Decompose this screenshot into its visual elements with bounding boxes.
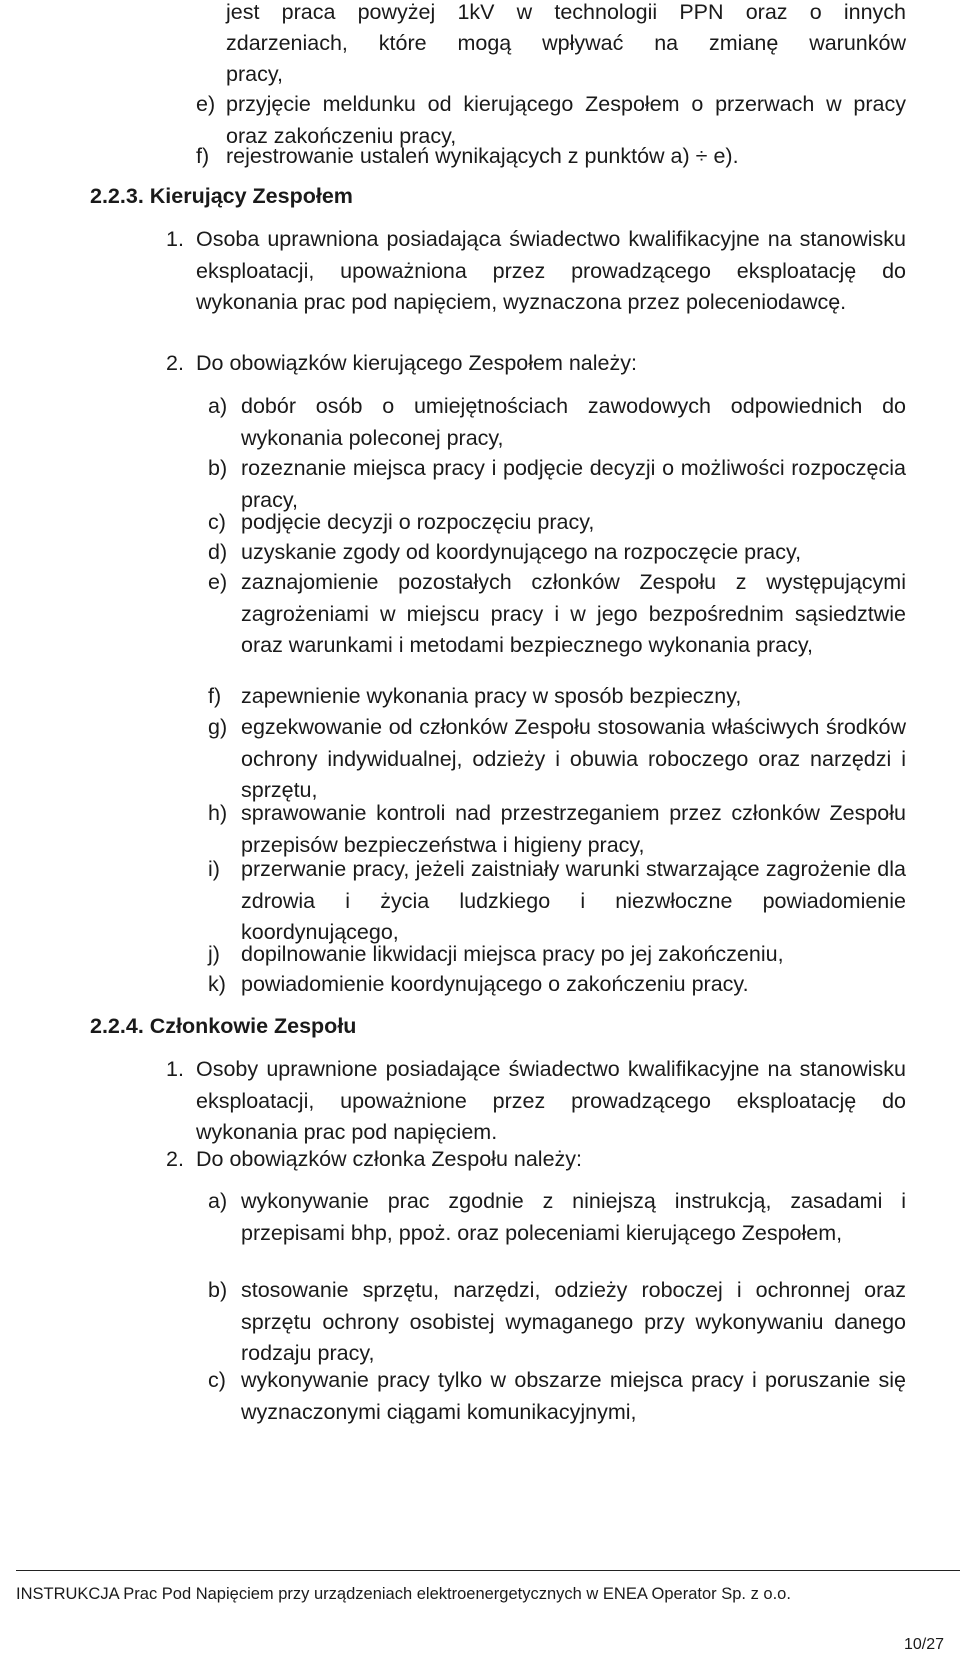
intro-line: pracy, [226,62,283,86]
list-item-text: powiadomienie koordynującego o zakończeniu pracy. [241,972,749,996]
list-item-text: podjęcie decyzji o rozpoczęciu pracy, [241,510,595,534]
paragraph-number: 1. [166,227,184,251]
intro-line: jest praca powyżej 1kV w technologii PPN oraz o innych [226,0,906,24]
f-text-post: e). [713,144,739,168]
list-label: e) [208,570,228,594]
list-item-text [226,141,906,173]
list-item-text: wykonywanie prac zgodnie z niniejszą instrukcją, zasadami i przepisami bhp, ppoż. oraz poleceniami kierującego Zespołem, [241,1189,906,1245]
list-item-text: egzekwowanie od członków Zespołu stosowania właściwych środków ochrony indywidualnej, odzieży i obuwia roboczego oraz narzędzi i sprzętu, [241,715,906,802]
footer-divider [16,1570,960,1571]
list-item-text: zapewnienie wykonania pracy w sposób bezpieczny, [241,684,742,708]
list-label: c) [208,1368,226,1392]
paragraph-text: Do obowiązków członka Zespołu należy: [196,1147,583,1171]
list-label: b) [208,1278,228,1302]
paragraph-text: Osoby uprawnione posiadające świadectwo kwalifikacyjne na stanowisku eksploatacji, upoważnione przez prowadzącego eksploatację do wykonania prac pod napięciem. [196,1057,906,1144]
f-text-pre: rejestrowanie ustaleń wynikających z punktów a) [226,144,690,168]
list-item-text: przerwanie pracy, jeżeli zaistniały warunki stwarzające zagrożenie dla zdrowia i życia ludzkiego i niezwłoczne powiadomienie koordynującego, [241,857,906,944]
list-label: i) [208,857,220,881]
page-number: 10/27 [903,1636,944,1653]
list-label: g) [208,715,228,739]
paragraph-number: 2. [166,1147,184,1171]
footer-text: INSTRUKCJA Prac Pod Napięciem przy urządzeniach elektroenergetycznych w ENEA Operator Sp. z o.o. [16,1585,791,1603]
list-label: b) [208,456,228,480]
division-symbol: ÷ [695,144,708,168]
list-label: f) [208,684,222,708]
list-item-text: rozeznanie miejsca pracy i podjęcie decyzji o możliwości rozpoczęcia pracy, [241,456,906,512]
list-item-text: uzyskanie zgody od koordynującego na rozpoczęcie pracy, [241,540,802,564]
list-item-text: dobór osób o umiejętnościach zawodowych odpowiednich do wykonania poleconej pracy, [241,394,906,450]
list-label: j) [208,942,220,966]
paragraph-number: 1. [166,1057,184,1081]
section-heading-224: 2.2.4. Członkowie Zespołu [90,1014,357,1038]
paragraph-number: 2. [166,351,184,375]
paragraph-text: Do obowiązków kierującego Zespołem należy: [196,351,637,375]
list-item-text: wykonywanie pracy tylko w obszarze miejsca pracy i poruszanie się wyznaczonymi ciągami komunikacyjnymi, [241,1368,906,1424]
list-item-text: przyjęcie meldunku od kierującego Zespołem o przerwach w pracy oraz zakończeniu pracy, [226,92,906,148]
list-item-text: zaznajomienie pozostałych członków Zespołu z występującymi zagrożeniami w miejscu pracy i w jego bezpośrednim sąsiedztwie oraz warunkami i metodami bezpiecznego wykonania pracy, [241,570,906,657]
list-label: f) [196,144,210,168]
list-label: a) [208,394,228,418]
section-heading-223: 2.2.3. Kierujący Zespołem [90,184,353,208]
list-label: d) [208,540,228,564]
list-item-text: sprawowanie kontroli nad przestrzeganiem przez członków Zespołu przepisów bezpieczeństwa i higieny pracy, [241,801,906,857]
paragraph-text: Osoba uprawniona posiadająca świadectwo kwalifikacyjne na stanowisku eksploatacji, upoważniona przez prowadzącego eksploatację do wykonania prac pod napięciem, wyznaczona przez poleceniodawcę. [196,227,906,314]
list-label: h) [208,801,228,825]
list-item-text: dopilnowanie likwidacji miejsca pracy po jej zakończeniu, [241,942,784,966]
list-label: a) [208,1189,228,1213]
intro-line: zdarzeniach, które mogą wpływać na zmianę warunków [226,31,906,55]
list-label: k) [208,972,226,996]
list-label: e) [196,92,216,116]
list-item-text: stosowanie sprzętu, narzędzi, odzieży roboczej i ochronnej oraz sprzętu ochrony osobistej wymaganego przy wykonywaniu danego rodzaju pracy, [241,1278,906,1365]
list-label: c) [208,510,226,534]
